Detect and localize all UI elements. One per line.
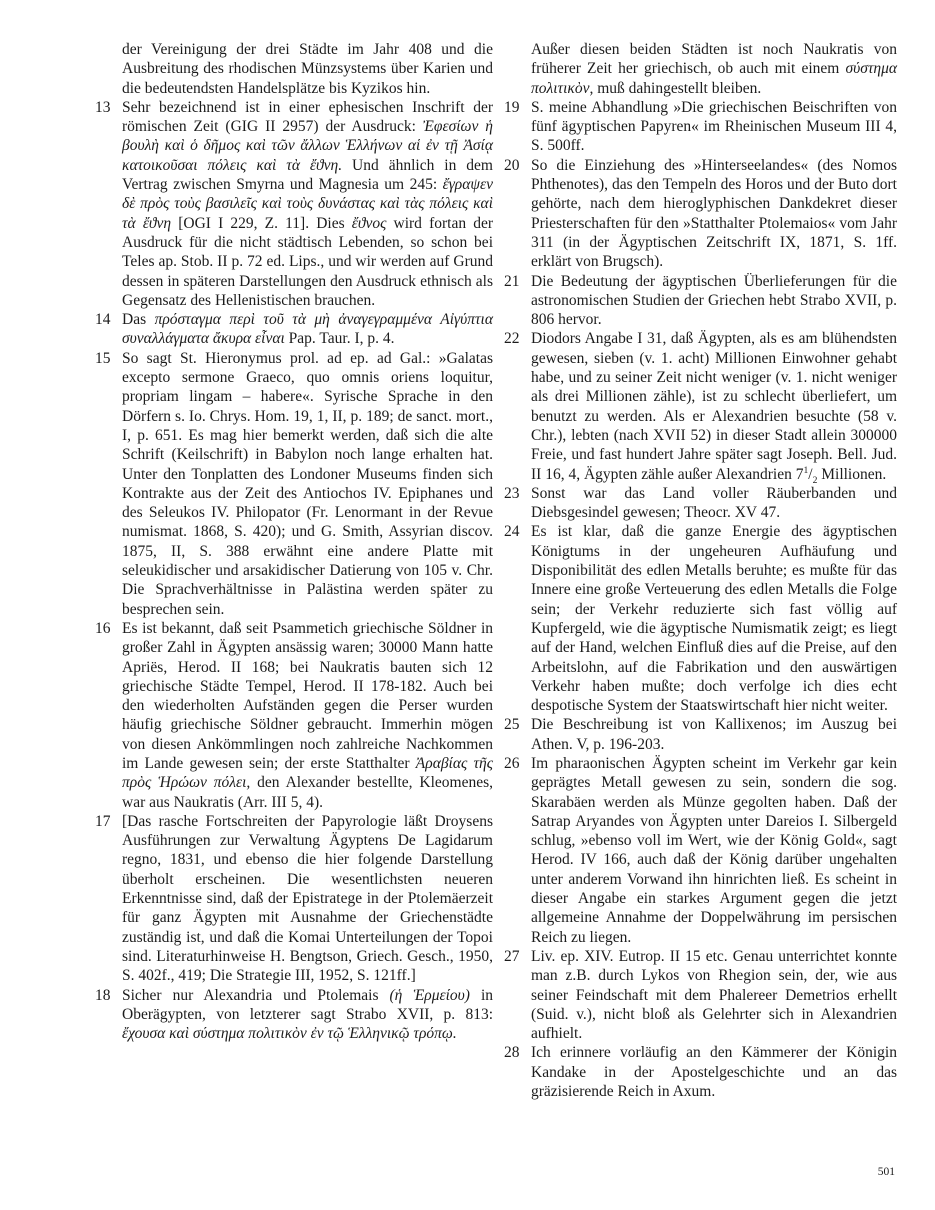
footnote-number: 20 xyxy=(504,156,520,174)
note-text: Ich erinnere vorläufig an den Kämmerer der Königin Kandake in der Apostelgeschichte und an das gräzisierende Reich in Axum. xyxy=(531,1044,897,1101)
note-text: Sicher nur Alexandria und Ptolemais xyxy=(122,986,390,1004)
note-text: So sagt St. Hieronymus prol. ad ep. ad Gal.: »Galatas excepto sermone Graeco, quo omnis oriens loquitur, propriam lingam – habere«. Syrische Sprache in den Dörfern s. Io. Chrys. Hom. 19, 1, II, p. 189; de sanct. mort., I, p. 651. Es mag hier bemerkt werden, daß sich die alte Schrift (Keilschrift) in Babylon noch lange erhalten hat. Unter den Tonplatten des Londoner Museums finden sich Kontrakte aus der Zeit des Antiochos IV. Epiphanes und des Seleukos IV. Philopator (Fr. Lenormant in der Revue numismat. 1868, S. 420); und G. Smith, Assyrian discov. 1875, II, S. 388 erwähnt eine andere Platte mit seleukidischer und arsakidischer Datierung von 105 v. Chr. Die Sprachverhältnisse in Palästina werden später zu besprechen sein. xyxy=(122,349,493,618)
footnote-24 xyxy=(504,522,897,715)
note-text: Die Bedeutung der ägyptischen Überlieferungen für die astronomischen Studien der Griechen hebt Strabo XVII, p. 806 hervor. xyxy=(531,272,897,329)
footnote-number: 14 xyxy=(95,311,111,329)
note-text: / xyxy=(808,465,813,483)
footnote-20 xyxy=(504,156,897,272)
footnote-28 xyxy=(504,1043,897,1101)
footnote-21 xyxy=(504,272,897,330)
footnote-number: 16 xyxy=(95,619,111,637)
footnotes-column-left xyxy=(95,40,493,1101)
footnote-23 xyxy=(504,484,897,523)
note-text: S. meine Abhandlung »Die griechischen Beischriften von fünf ägyptischen Papyren« im Rheinischen Museum III 4, S. 500ff. xyxy=(531,98,897,155)
note-text: Pap. Taur. I, p. 4. xyxy=(284,330,395,348)
footnote-number: 23 xyxy=(504,484,520,502)
footnote-number: 25 xyxy=(504,716,520,734)
note-text: 2 xyxy=(812,474,818,486)
note-text: wird fortan der Ausdruck für die nicht städtisch Lebenden, so schon bei Teles ap. Stob. II p. 72 ed. Lips., und wir werden auf Grund dessen in späteren Darstellungen den Ausdruck ethnisch als Gegensatz des Hellenistischen brauchen. xyxy=(122,214,493,309)
greek-text: ἔγραψεν δὲ πρὸς τοὺς βασιλεῖς καὶ τοὺς δυνάστας καὶ τὰς πόλεις καὶ τὰ ἔϑνη xyxy=(122,176,493,232)
footnote-number: 24 xyxy=(504,523,520,541)
footnote-22 xyxy=(504,329,897,486)
footnote-continuation xyxy=(95,40,493,98)
note-text: muß dahingestellt bleiben. xyxy=(593,79,762,97)
footnote-number: 28 xyxy=(504,1044,520,1062)
note-text: Liv. ep. XIV. Eutrop. II 15 etc. Genau unterrichtet konnte man z.B. durch Lykos von Rhegion sein, der, wie aus seiner Feindschaft mit dem Phalereer Demetrios erhellt (Suid. v.), nicht bloß als Gelehrter sich in Alexandrien aufhielt. xyxy=(531,947,897,1043)
note-text: Sonst war das Land voller Räuberbanden und Diebsgesindel gewesen; Theocr. XV 47. xyxy=(531,484,897,522)
footnote-19 xyxy=(504,98,897,156)
note-text: [Das rasche Fortschreiten der Papyrologie läßt Droysens Ausführungen zur Verwaltung Ägyptens De Lagidarum regno, 1831, und ebenso die hier folgende Darstellung überholt erscheinen. Die wesentlichsten neueren Erkenntnisse sind, daß der Epistratege in der Ptolemäerzeit für ganz Ägypten mit Ausnahme der Griechenstädte zuständig ist, und daß die Komai Unterteilungen der Topoi sind. Literaturhinweise H. Bengtson, Griech. Gesch., 1950, S. 402f., 419; Die Strategie III, 1952, S. 121ff.] xyxy=(122,812,493,985)
note-text: So die Einziehung des »Hinterseelandes« (des Nomos Phthenotes), das den Tempeln des Horos und der Buto dort gehörte, nach dem hieroglyphischen Dankdekret dieser Priesterschaften für den »Statthalter Ptolemaios« vom Jahr 311 (in der Ägyptischen Zeitschrift IX, 1871, S. 1ff. erklärt von Brugsch). xyxy=(531,156,897,271)
footnotes-column-right xyxy=(504,40,897,1101)
footnotes-columns xyxy=(95,40,897,1101)
note-text: Das xyxy=(122,311,155,329)
note-text: Außer diesen beiden Städten ist noch Naukratis von früherer Zeit her griechisch, ob auch mit einem xyxy=(531,41,897,78)
footnote-27 xyxy=(504,947,897,1043)
note-text: [OGI I 229, Z. 11]. Dies xyxy=(171,214,352,232)
footnote-number: 13 xyxy=(95,98,111,116)
footnote-number: 17 xyxy=(95,812,111,830)
page-number: 501 xyxy=(877,1166,895,1178)
footnote-16 xyxy=(95,619,493,812)
note-text: in Oberägypten, von letzterer sagt Strabo XVII, p. 813: xyxy=(122,986,493,1023)
greek-text: (ἡ Ἑρμείου) xyxy=(389,986,470,1004)
footnote-15 xyxy=(95,349,493,619)
note-text: Im pharaonischen Ägypten scheint im Verkehr gar kein geprägtes Metall gewesen zu sein, sondern die sog. Skarabäen werden als Münze gegolten haben. Daß der Satrap Aryandes von Ägypten unter Dareios I. Silbergeld schlug, »ebenso voll im Wert, wie der König Gold«, sagt Herod. IV 166, auch daß der König darüber ungehalten unter anderem Vorwand ihn hinrichten ließ. Es scheint in dieser Angabe ein starkes Argument gegen die jetzt allgemeine Annahme der Doppelwährung im persischen Reich zu liegen. xyxy=(531,754,897,946)
footnote-14 xyxy=(95,310,493,349)
footnote-25 xyxy=(504,715,897,754)
footnote-13 xyxy=(95,98,493,310)
footnote-number: 26 xyxy=(504,754,520,772)
greek-text: σύστημα πολιτικὸν, xyxy=(531,60,897,97)
note-text: Millionen. xyxy=(817,465,887,483)
note-text: Es ist klar, daß die ganze Energie des ägyptischen Königtums in der ungeheuren Aufhäufung und Disponibilität des edlen Metalls beruhte; es mußte für das Innere eine große Verteuerung des edlen Metalls die Folge sein; der Verkehr reduzierte sich fast völlig auf Kupfergeld, wie die ägyptische Numismatik zeigt; es liegt auf der Hand, welchen Einfluß dies auf die Preise, auf den Arbeitslohn, auf die Fabrikation und den auswärtigen Verkehr haben mußte; doch verfolge ich dies echt despotische System der Staatswirtschaft hier nicht weiter. xyxy=(531,523,897,715)
footnote-number: 21 xyxy=(504,272,520,290)
greek-text: πρόσταγμα περὶ τοῦ τὰ μὴ ἀναγεγραμμένα Αἰγύπτια συναλλάγματα ἄκυρα εἶναι xyxy=(122,311,493,348)
footnote-number: 19 xyxy=(504,98,520,116)
greek-text: Ἀραβίας τῆς πρὸς Ἡρώων πόλει, xyxy=(122,754,493,792)
note-text: Diodors Angabe I 31, daß Ägypten, als es am blühendsten gewesen, sieben (v. 1. acht) Millionen Einwohner gehabt habe, und zu seiner Zeit nicht weniger (v. 1. nicht weniger als drei Millionen zähle), ist zu schlecht überliefert, um benutzt zu werden. Als er Alexandrien besuchte (58 v. Chr.), lebten (nach XVII 52) in dieser Stadt allein 300000 Freie, und fast hundert Jahre später sagt Joseph. Bell. Jud. II 16, 4, Ägypten zähle außer Alexandrien 7 xyxy=(531,330,897,483)
greek-text: ἔϑνος xyxy=(351,214,387,232)
footnote-17 xyxy=(95,812,493,986)
greek-text: Ἐφεσίων ἡ βουλὴ καὶ ὁ δῆμος καὶ τῶν ἄλλων Ἑλλήνων αἱ ἐν τῇ Ἀσίᾳ κατοικοῦσαι πόλεις καὶ τὰ ἔϑνη. xyxy=(122,118,493,174)
footnote-number: 27 xyxy=(504,947,520,965)
note-text: 1 xyxy=(803,464,809,476)
footnote-18 xyxy=(95,986,493,1044)
note-text: der Vereinigung der drei Städte im Jahr 408 und die Ausbreitung des rhodischen Münzsystems über Karien und die bedeutendsten Handelsplätze bis Kyzikos hin. xyxy=(122,41,493,97)
footnote-continuation xyxy=(504,40,897,98)
greek-text: ἔχουσα καὶ σύστημα πολιτικὸν ἐν τῷ Ἑλληνικῷ τρόπῳ. xyxy=(122,1025,457,1043)
footnote-number: 15 xyxy=(95,349,111,367)
footnote-number: 18 xyxy=(95,986,111,1004)
note-text: Sehr bezeichnend ist in einer ephesischen Inschrift der römischen Zeit (GIG II 2957) der Ausdruck: xyxy=(122,98,493,136)
note-text: den Alexander bestellte, Kleomenes, war aus Naukratis (Arr. III 5, 4). xyxy=(122,774,493,811)
footnote-number: 22 xyxy=(504,330,520,348)
note-text: Und ähnlich in dem Vertrag zwischen Smyrna und Magnesia um 245: xyxy=(122,156,493,194)
note-text: Es ist bekannt, daß seit Psammetich griechische Söldner in großer Zahl in Ägypten ansässig waren; 30000 Mann hatte Apriës, Herod. II 168; bei Naukratis bauten sich 12 griechische Städte Tempel, Herod. II 178-182. Auch bei den wiederholten Aufständen gegen die Perser wurden häufig griechische Söldner gebraucht. Immerhin mögen von diesen Ankömmlingen noch zahlreiche Nachkommen im Lande gewesen sein; der erste Statthalter xyxy=(122,619,493,772)
footnote-26 xyxy=(504,754,897,947)
note-text: Die Beschreibung ist von Kallixenos; im Auszug bei Athen. V, p. 196-203. xyxy=(531,716,897,753)
